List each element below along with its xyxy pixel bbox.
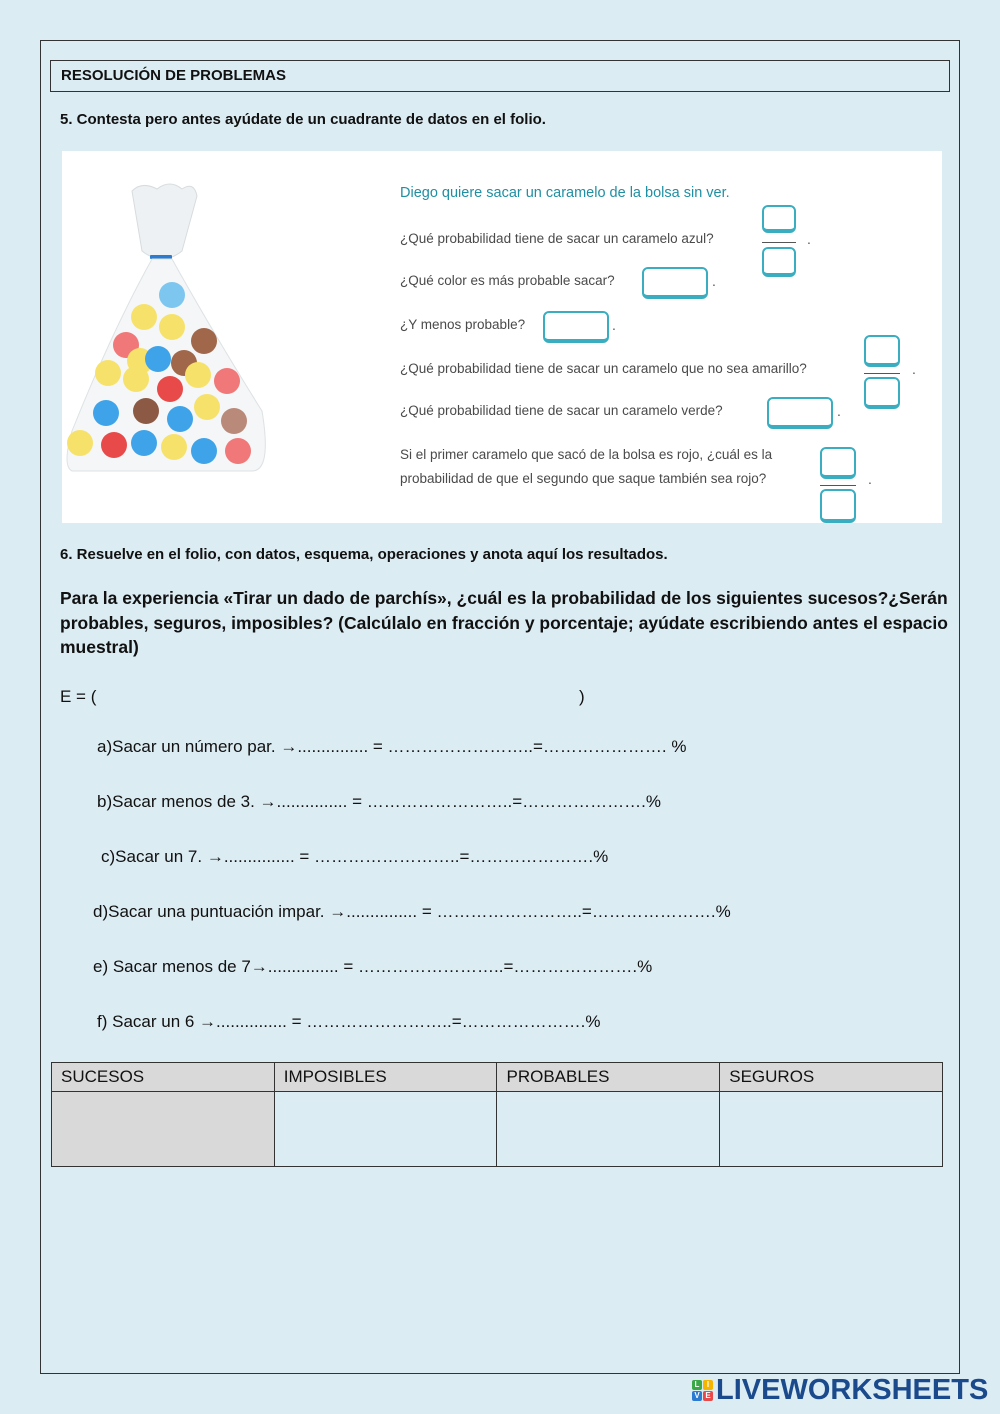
candy-yellow <box>161 434 187 460</box>
answer-denominator-q4[interactable] <box>864 377 900 409</box>
answer-q2[interactable] <box>642 267 708 299</box>
answer-denominator-q1[interactable] <box>762 247 796 277</box>
event-f: f) Sacar un 6 →............... = ……………………..=………………….% <box>97 1012 601 1031</box>
header-seguros: SEGUROS <box>720 1063 943 1092</box>
answer-denominator-q6[interactable] <box>820 489 856 523</box>
answer-numerator-q1[interactable] <box>762 205 796 233</box>
candy-yellow <box>159 314 185 340</box>
candy-blue <box>167 406 193 432</box>
event-b: b)Sacar menos de 3. →............... = ……………………..=………………….% <box>97 792 661 811</box>
event-e: e) Sacar menos de 7→............... = ……………………..=………………….% <box>93 957 653 976</box>
cell-seguros[interactable] <box>720 1092 943 1167</box>
candy-brown <box>133 398 159 424</box>
header-imposibles: IMPOSIBLES <box>274 1063 497 1092</box>
question-6-title: 6. Resuelve en el folio, con datos, esquema, operaciones y anota aquí los resultados. <box>60 546 668 563</box>
candy-red <box>157 376 183 402</box>
candy-yellow <box>194 394 220 420</box>
liveworksheets-icon: L I V E <box>692 1380 713 1401</box>
cell-sucesos <box>52 1092 275 1167</box>
header-sucesos: SUCESOS <box>52 1063 275 1092</box>
candy-blue <box>191 438 217 464</box>
candy-brown <box>191 328 217 354</box>
cell-imposibles[interactable] <box>274 1092 497 1167</box>
events-table <box>51 1062 943 1167</box>
candy-yellow <box>67 430 93 456</box>
candy-red <box>214 368 240 394</box>
fraction-bar <box>864 373 900 374</box>
candy-blue <box>145 346 171 372</box>
exercise-q1: ¿Qué probabilidad tiene de sacar un caramelo azul? <box>400 231 714 246</box>
exercise-q6-line1: Si el primer caramelo que sacó de la bolsa es rojo, ¿cuál es la <box>400 447 773 462</box>
answer-q3[interactable] <box>543 311 609 343</box>
brand-name: LIVEWORKSHEETS <box>716 1373 989 1406</box>
event-d: d)Sacar una puntuación impar. →............... = ……………………..=………………….% <box>93 902 731 921</box>
fraction-bar <box>762 242 796 243</box>
candy-blue <box>159 282 185 308</box>
candy-yellow <box>123 366 149 392</box>
answer-numerator-q6[interactable] <box>820 447 856 479</box>
section-header <box>50 60 950 92</box>
exercise-q2: ¿Qué color es más probable sacar? <box>400 273 615 288</box>
question-5-title: 5. Contesta pero antes ayúdate de un cuadrante de datos en el folio. <box>60 111 546 128</box>
candy-blue <box>93 400 119 426</box>
event-a: a)Sacar un número par. →............... = ……………………..=…………………. % <box>97 737 687 756</box>
sample-space-open: E = ( <box>60 687 97 706</box>
exercise-q4: ¿Qué probabilidad tiene de sacar un caramelo que no sea amarillo? <box>400 361 807 376</box>
candy-bag-exercise: Diego quiere sacar un caramelo de la bolsa sin ver. ¿Qué probabilidad tiene de sacar un caramelo azul? . ¿Qué color es más probable sacar? . ¿Y menos probable? . ¿Qué probabilidad tiene de sacar un caramelo que no sea amarillo? . ¿Qué probabilidad tiene de sacar un caramelo verde? . Si el primer caramelo que sacó de la bolsa es rojo, ¿cuál es la probabilidad de que el segundo que saque también sea rojo? . <box>62 151 942 523</box>
candy-yellow <box>131 304 157 330</box>
sample-space-close: ) <box>579 687 585 706</box>
answer-numerator-q4[interactable] <box>864 335 900 367</box>
header-probables: PROBABLES <box>497 1063 720 1092</box>
event-c: c)Sacar un 7. →............... = ……………………..=………………….% <box>101 847 609 866</box>
exercise-q5: ¿Qué probabilidad tiene de sacar un caramelo verde? <box>400 403 723 418</box>
section-title: RESOLUCIÓN DE PROBLEMAS <box>61 67 287 84</box>
fraction-bar <box>820 485 856 486</box>
exercise-q3: ¿Y menos probable? <box>400 317 526 332</box>
candy-yellow <box>95 360 121 386</box>
exercise-heading: Diego quiere sacar un caramelo de la bolsa sin ver. <box>400 185 730 201</box>
candy-red <box>225 438 251 464</box>
question-6-statement: Para la experiencia «Tirar un dado de parchís», ¿cuál es la probabilidad de los siguientes sucesos?¿Serán probables, seguros, imposibles? (Calcúlalo en fracción y porcentaje; ayúdate escribiendo antes el espacio muestral) <box>60 588 948 657</box>
candy-red <box>101 432 127 458</box>
candy-blue <box>131 430 157 456</box>
exercise-q6-line2: probabilidad de que el segundo que saque también sea rojo? <box>400 471 767 486</box>
liveworksheets-logo <box>692 1374 988 1406</box>
cell-probables[interactable] <box>497 1092 720 1167</box>
candy-bag-illustration <box>62 181 282 481</box>
candy-brown <box>221 408 247 434</box>
answer-q5[interactable] <box>767 397 833 429</box>
candy-yellow <box>185 362 211 388</box>
